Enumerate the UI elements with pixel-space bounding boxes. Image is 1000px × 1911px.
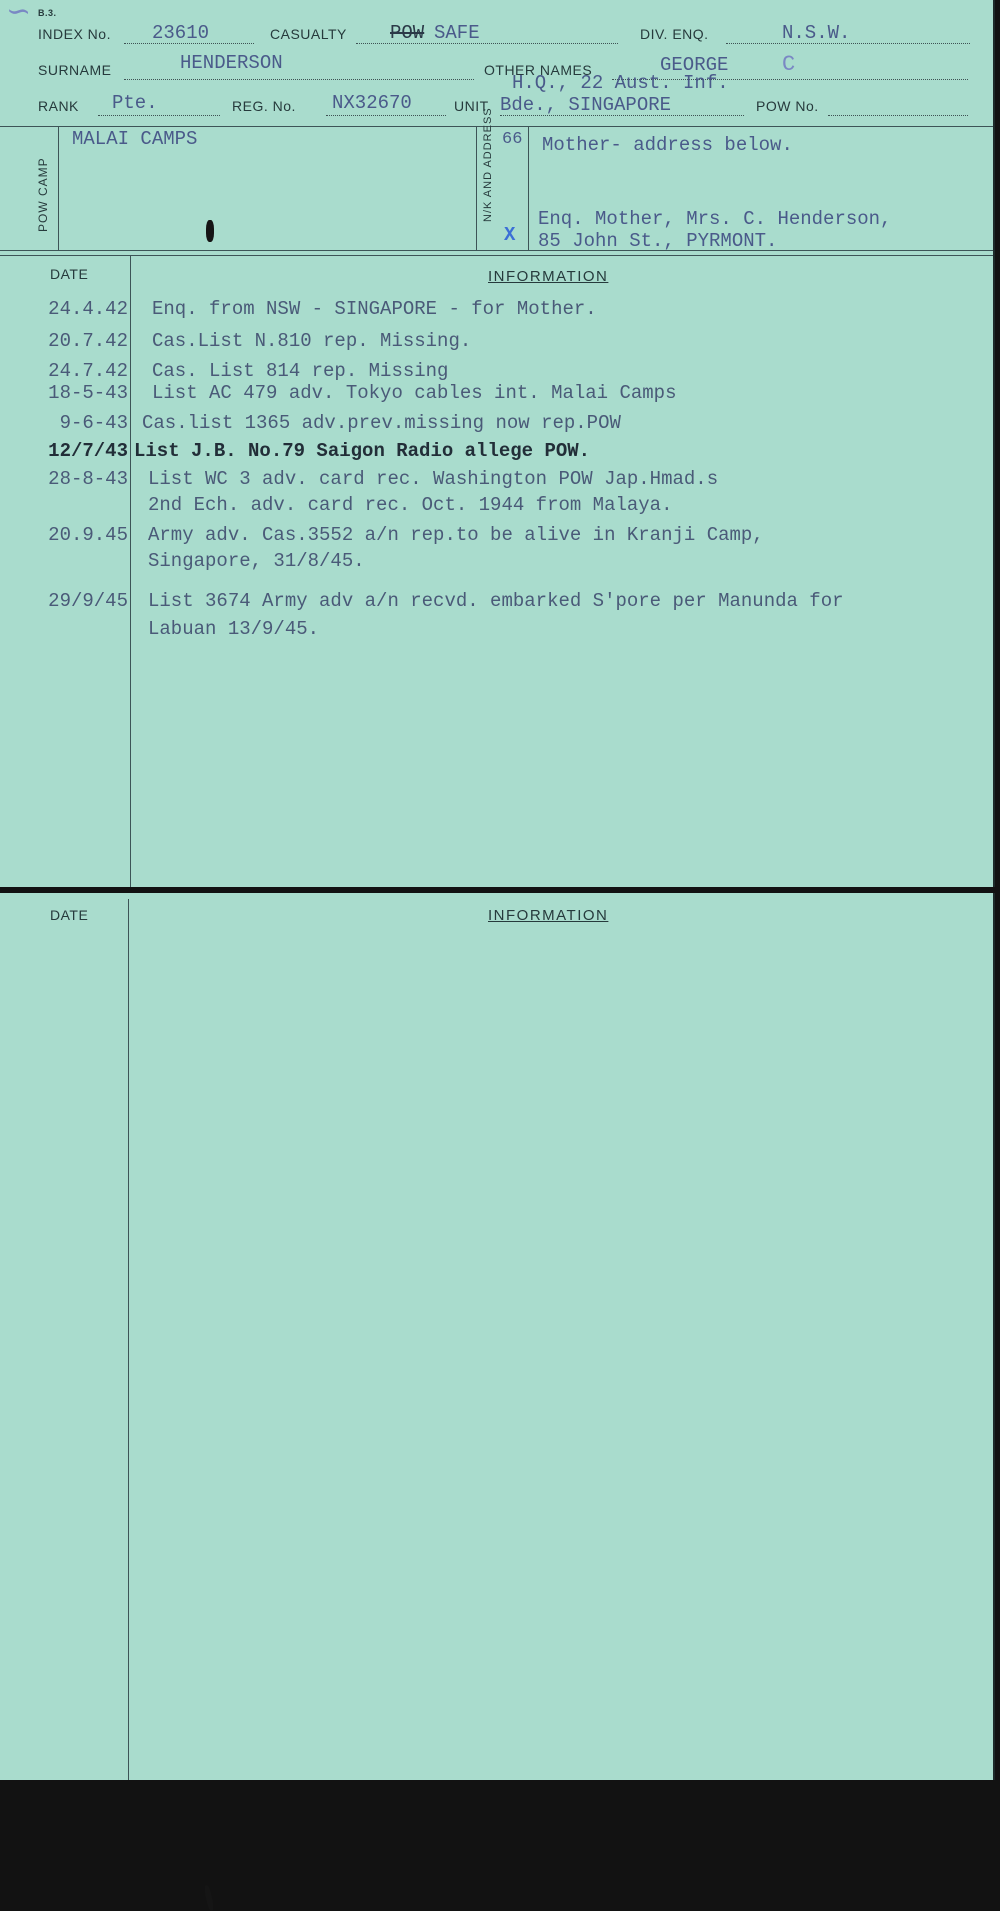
casualty-struck-value: POW xyxy=(390,22,425,44)
entry-info: Singapore, 31/8/45. xyxy=(148,550,365,572)
div-enq-value: N.S.W. xyxy=(782,22,851,44)
pow-no-label: POW No. xyxy=(756,98,819,114)
pencil-scribble: ∽ xyxy=(6,0,32,29)
entry-info: List AC 479 adv. Tokyo cables int. Malai Camps xyxy=(152,382,677,404)
entry-date: 9-6-43 xyxy=(59,412,128,434)
record-card-front xyxy=(0,0,995,887)
back-information-header: INFORMATION xyxy=(488,907,609,924)
entry-date: 28-8-43 xyxy=(48,468,128,490)
entry-info: Cas.List N.810 rep. Missing. xyxy=(152,330,472,352)
unit-value-line1: H.Q., 22 Aust. Inf. xyxy=(512,72,729,94)
entry-info: Cas.list 1365 adv.prev.missing now rep.POW xyxy=(142,412,621,434)
rank-value: Pte. xyxy=(112,92,158,114)
rank-label: RANK xyxy=(38,98,79,114)
reg-no-label: REG. No. xyxy=(232,98,296,114)
nk-number: 66 xyxy=(502,130,523,149)
nk-address-label: N/K AND ADDRESS xyxy=(482,107,494,222)
nk-line-2: Enq. Mother, Mrs. C. Henderson, xyxy=(538,208,892,230)
date-header: DATE xyxy=(50,266,89,282)
entry-info: Enq. from NSW - SINGAPORE - for Mother. xyxy=(152,298,597,320)
nk-check-mark: X xyxy=(504,224,516,246)
entry-date: 29/9/45 xyxy=(48,590,128,612)
surname-value: HENDERSON xyxy=(180,52,283,74)
entry-date: 20.9.45 xyxy=(48,524,128,546)
entry-date: 18-5-43 xyxy=(48,382,128,404)
pow-camp-label: POW CAMP xyxy=(36,157,50,232)
entry-date: 20.7.42 xyxy=(48,330,128,352)
entry-date: 12/7/43 xyxy=(48,440,128,462)
other-names-extra: C xyxy=(782,52,796,77)
nk-line-1: Mother- address below. xyxy=(542,134,793,156)
index-label: INDEX No. xyxy=(38,26,111,42)
form-code: B.3. xyxy=(38,8,57,18)
back-ink-mark xyxy=(203,1885,214,1911)
div-enq-label: DIV. ENQ. xyxy=(640,26,709,42)
entry-date: 24.7.42 xyxy=(48,360,128,382)
surname-label: SURNAME xyxy=(38,62,112,78)
nk-line-3: 85 John St., PYRMONT. xyxy=(538,230,778,252)
back-date-header: DATE xyxy=(50,907,89,923)
unit-value-line2: Bde., SINGAPORE xyxy=(500,94,672,116)
unit-label: UNIT xyxy=(454,98,489,114)
entry-info: List J.B. No.79 Saigon Radio allege POW. xyxy=(134,440,591,462)
entry-info: Labuan 13/9/45. xyxy=(148,618,320,640)
entry-info: Army adv. Cas.3552 a/n rep.to be alive in Kranji Camp, xyxy=(148,524,764,546)
other-names-label: OTHER NAMES xyxy=(484,62,593,78)
reg-no-value: NX32670 xyxy=(332,92,412,114)
pow-camp-value: MALAI CAMPS xyxy=(72,128,198,150)
entry-info: 2nd Ech. adv. card rec. Oct. 1944 from Malaya. xyxy=(148,494,673,516)
casualty-value: SAFE xyxy=(434,22,480,44)
entry-info: Cas. List 814 rep. Missing xyxy=(152,360,449,382)
information-header: INFORMATION xyxy=(488,268,609,285)
entry-date: 24.4.42 xyxy=(48,298,128,320)
entry-info: List WC 3 adv. card rec. Washington POW Jap.Hmad.s xyxy=(148,468,719,490)
record-card-back xyxy=(0,893,995,1780)
index-value: 23610 xyxy=(152,22,210,44)
entry-info: List 3674 Army adv a/n recvd. embarked S'pore per Manunda for xyxy=(148,590,844,612)
other-names-value: GEORGE xyxy=(660,54,729,76)
casualty-label: CASUALTY xyxy=(270,26,347,42)
ink-mark xyxy=(206,220,214,242)
